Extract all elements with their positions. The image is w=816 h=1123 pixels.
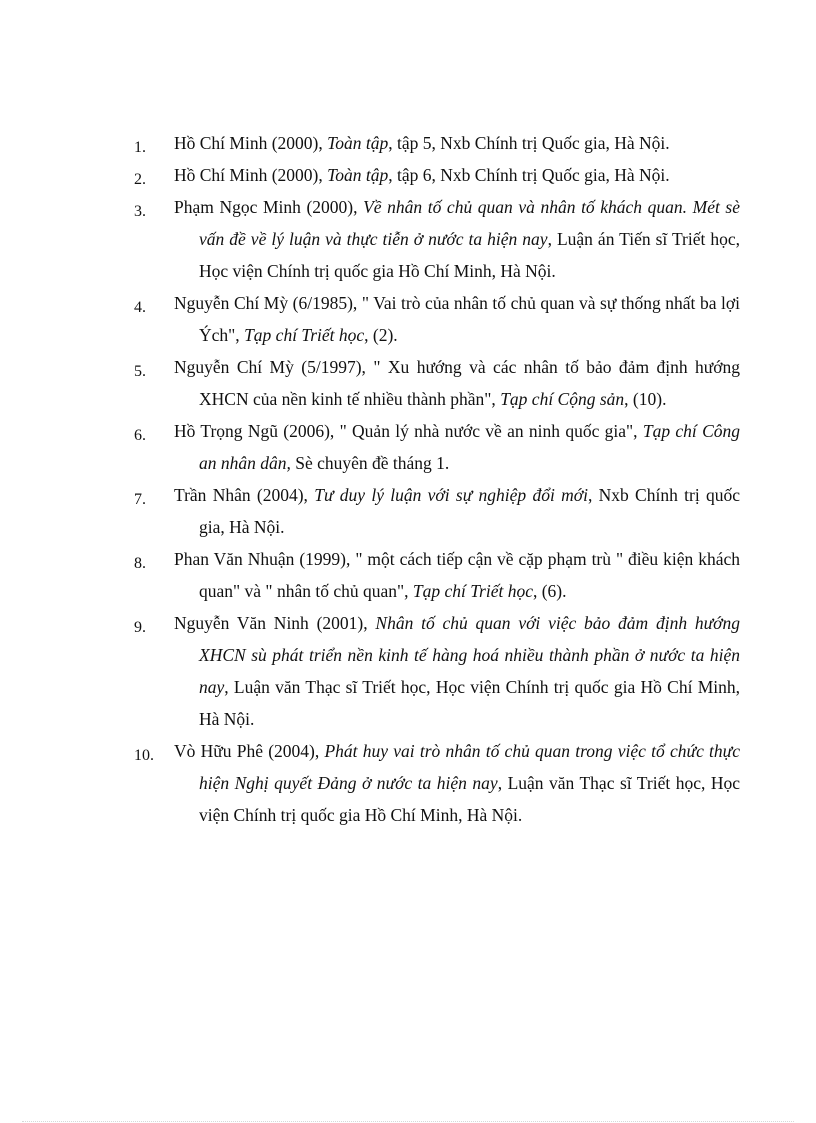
reference-title: Tạp chí Triết học xyxy=(244,325,365,345)
reference-text: Hồ Chí Minh (2000), xyxy=(174,165,328,185)
reference-number: 7. xyxy=(134,491,146,508)
reference-item xyxy=(134,351,740,415)
reference-text: Phạm Ngọc Minh (2000), xyxy=(174,197,364,217)
reference-item xyxy=(134,543,740,607)
reference-item xyxy=(134,479,740,543)
reference-text: Vò Hữu Phê (2004), xyxy=(174,741,325,761)
reference-item xyxy=(134,159,740,191)
reference-title: Toàn tập xyxy=(327,165,389,185)
reference-number: 3. xyxy=(134,203,146,220)
reference-list xyxy=(134,127,740,831)
reference-number: 8. xyxy=(134,555,146,572)
reference-text: Nguyễn Chí Mỳ (6/1985), " Vai trò của nhân tố chủ quan và sự thống nhất ba lợi Ých", xyxy=(174,293,740,345)
reference-title: Tạp chí Công an nhân dân, xyxy=(199,421,740,473)
reference-item xyxy=(134,127,740,159)
reference-title: Tạp chí Triết học xyxy=(412,581,533,601)
reference-title: Về nhân tố chủ quan và nhân tố khách quan. Mét sè vấn đề về lý luận và thực tiễn ở nước ta hiện nay xyxy=(199,197,740,249)
reference-title: Tạp chí Cộng sản xyxy=(500,389,625,409)
reference-text: , (6). xyxy=(532,581,567,601)
reference-text: , tập 6, Nxb Chính trị Quốc gia, Hà Nội. xyxy=(388,165,670,185)
reference-text: Hồ Chí Minh (2000), xyxy=(174,133,328,153)
reference-text: , (10). xyxy=(624,389,667,409)
reference-title: Nhân tố chủ quan với việc bảo đảm định hướng XHCN sù phát triển nền kinh tế hàng hoá nhiều thành phần ở nước ta hiện nay xyxy=(199,613,740,697)
reference-text: Trần Nhân (2004), xyxy=(174,485,315,505)
reference-text: Nguyễn Chí Mỳ (5/1997), " Xu hướng và các nhân tố bảo đảm định hướng XHCN của nền kinh tế nhiều thành phần", xyxy=(174,357,740,409)
reference-text: , Luận án Tiến sĩ Triết học, Học viện Chính trị quốc gia Hồ Chí Minh, Hà Nội. xyxy=(199,229,740,281)
reference-item xyxy=(134,735,740,831)
reference-text: , tập 5, Nxb Chính trị Quốc gia, Hà Nội. xyxy=(388,133,670,153)
page-bottom-divider xyxy=(22,1121,794,1122)
reference-number: 2. xyxy=(134,171,146,188)
reference-text: Phan Văn Nhuận (1999), " một cách tiếp cận về cặp phạm trù " điều kiện khách quan" và " nhân tố chủ quan", xyxy=(174,549,740,601)
reference-number: 6. xyxy=(134,427,146,444)
reference-number: 4. xyxy=(134,299,146,316)
reference-text: Sè chuyên đề tháng 1. xyxy=(290,453,450,473)
reference-item xyxy=(134,287,740,351)
reference-title: Phát huy vai trò nhân tố chủ quan trong việc tổ chức thực hiện Nghị quyết Đảng ở nước ta hiện nay xyxy=(199,741,740,793)
reference-item xyxy=(134,415,740,479)
reference-number: 9. xyxy=(134,619,146,636)
reference-item xyxy=(134,607,740,735)
reference-text: , Nxb Chính trị quốc gia, Hà Nội. xyxy=(199,485,740,537)
reference-number: 5. xyxy=(134,363,146,380)
reference-text: Hồ Trọng Ngũ (2006), " Quản lý nhà nước về an ninh quốc gia", xyxy=(174,421,643,441)
reference-text: Nguyễn Văn Ninh (2001), xyxy=(174,613,376,633)
reference-title: Tư duy lý luận với sự nghiệp đổi mới xyxy=(314,485,588,505)
reference-text: , Luận văn Thạc sĩ Triết học, Học viện Chính trị quốc gia Hồ Chí Minh, Hà Nội. xyxy=(199,677,740,729)
reference-text: , Luận văn Thạc sĩ Triết học, Học viện Chính trị quốc gia Hồ Chí Minh, Hà Nội. xyxy=(199,773,741,825)
reference-number: 1. xyxy=(134,139,146,156)
reference-number: 10. xyxy=(134,747,154,764)
reference-text: , (2). xyxy=(364,325,398,345)
reference-title: Toàn tập xyxy=(327,133,389,153)
reference-item xyxy=(134,191,740,287)
